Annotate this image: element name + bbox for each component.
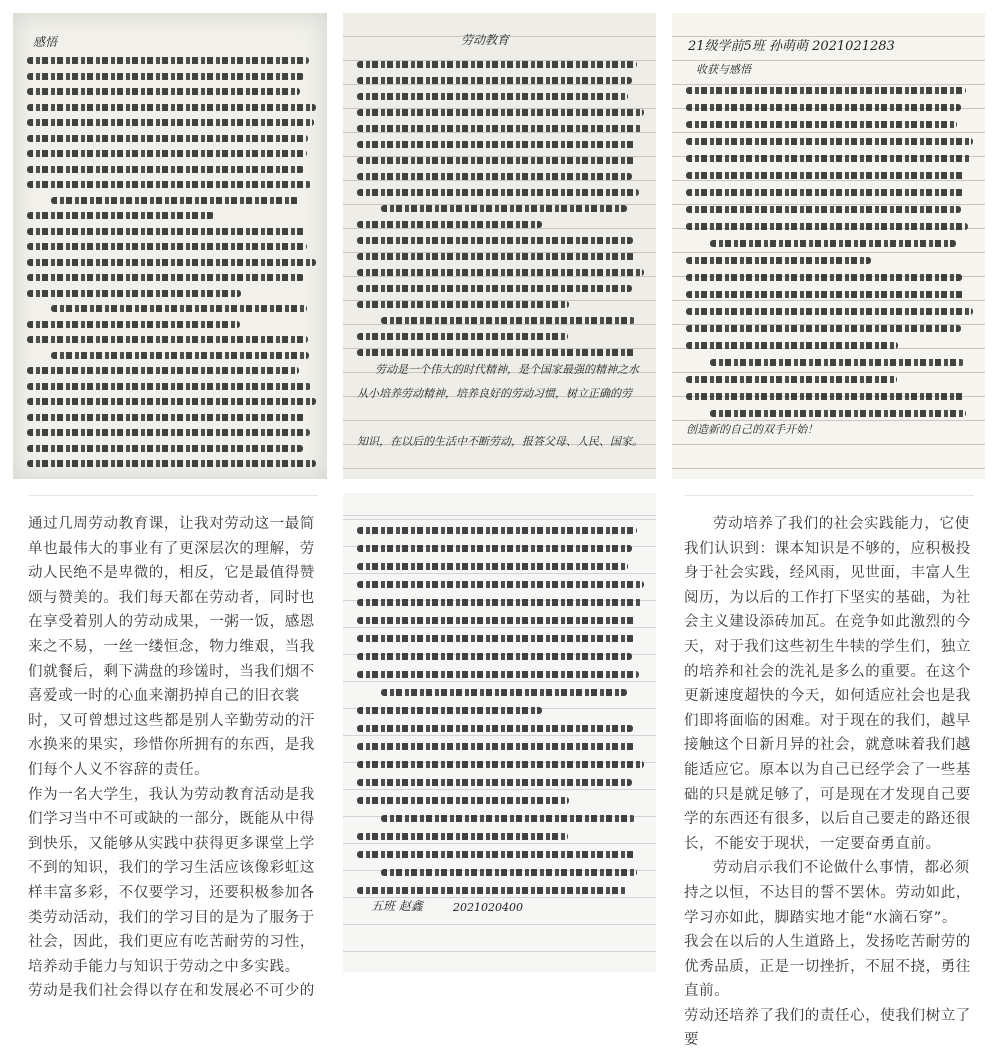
handwriting-stroke (27, 379, 317, 393)
handwriting-stroke (686, 389, 975, 403)
handwriting-stroke (357, 775, 646, 789)
handwriting-stroke (357, 265, 646, 279)
ink-stroke (357, 653, 632, 660)
handwriting-stroke (27, 301, 317, 315)
handwriting-stroke (357, 631, 646, 645)
ink-stroke (357, 671, 639, 678)
ink-stroke (357, 851, 636, 858)
handwriting-stroke (27, 332, 317, 346)
ink-stroke (357, 157, 635, 164)
handwriting-stroke (27, 348, 317, 362)
handwriting-stroke (27, 100, 317, 114)
ink-stroke (27, 181, 311, 188)
ink-stroke (357, 725, 633, 732)
handwriting-stroke (686, 151, 975, 165)
paragraph: 劳动还培养了我们的责任心，使我们树立了要 (684, 1007, 971, 1049)
ink-stroke (27, 274, 304, 281)
ink-stroke (27, 398, 316, 405)
essay-line: 知识，在以后的生活中不断劳动，报答父母、人民、国家。 (357, 435, 643, 448)
handwriting-stroke (27, 286, 317, 300)
handwriting-stroke (357, 57, 646, 71)
handwriting-stroke (27, 239, 317, 253)
ink-stroke (27, 460, 316, 467)
essay-closing: 创造新的自己的双手开始！ (686, 423, 818, 436)
ink-stroke (357, 563, 628, 570)
ink-stroke (381, 317, 635, 324)
ink-stroke (27, 414, 305, 421)
handwriting-stroke (686, 287, 975, 301)
ink-stroke (357, 301, 569, 308)
ink-stroke (381, 815, 635, 822)
handwriting-stroke (357, 667, 646, 681)
paragraph: 通过几周劳动教育课，让我对劳动这一最简单也最伟大的事业有了更深层次的理解，劳动人民绝不是卑微的，相反，它是最值得赞颂与赞美的。我们每天都在劳动者，同时也在享受着别人的劳动成果，一粥一饭，感恩来之不易，一丝一缕恒念，物力维艰，当我们就餐后，剩下满盘的珍馐时，当我们烟不喜爱或一时的心血来潮扔掉自己的旧衣裳时，又可曾想过这些都是别人辛勤劳动的汗水换来的果实，珍惜你所拥有的东西，是我们每个人义不容辞的责任。 (28, 516, 315, 778)
ink-stroke (27, 383, 311, 390)
ink-stroke (27, 166, 304, 173)
handwriting-stroke (357, 345, 646, 359)
ink-stroke (357, 109, 644, 116)
handwriting-stroke (357, 613, 646, 627)
ink-stroke (710, 359, 964, 366)
ink-stroke (357, 61, 637, 68)
handwriting-stroke (357, 739, 646, 753)
paragraph: 作为一名大学生，我认为劳动教育活动是我们学习当中不可或缺的一部分，既能从中得到快乐，又能够从实践中获得更多课堂上学不到的知识，我们的学习生活应该像彩虹这样丰富多彩，不仅要学习，还要积极参加各类劳动活动，我们的学习目的是为了服务于社会，因此，我们更应有吃苦耐劳的习性，培养动手能力与知识于劳动之中多实践。 (28, 786, 315, 975)
ink-stroke (357, 173, 632, 180)
handwriting-stroke (27, 115, 317, 129)
handwriting-stroke (357, 721, 646, 735)
handwriting-stroke (686, 321, 975, 335)
ink-stroke (357, 779, 632, 786)
handwritten-photo-top-right (672, 13, 985, 479)
handwriting-stroke (357, 185, 646, 199)
handwriting-stroke (686, 83, 975, 97)
handwriting-stroke (357, 169, 646, 183)
ink-stroke (357, 189, 639, 196)
ink-stroke (686, 87, 966, 94)
handwritten-photo-top-left (13, 13, 327, 479)
ink-stroke (357, 221, 542, 228)
handwriting-stroke (357, 685, 646, 699)
ink-stroke (686, 223, 968, 230)
handwriting-stroke (357, 847, 646, 861)
handwriting-stroke (686, 168, 975, 182)
ink-stroke (357, 887, 627, 894)
ink-stroke (357, 253, 635, 260)
ink-stroke (357, 545, 632, 552)
ink-stroke (381, 205, 627, 212)
handwriting-stroke (686, 304, 975, 318)
ink-stroke (27, 135, 308, 142)
ink-stroke (27, 119, 314, 126)
ink-stroke (686, 138, 973, 145)
ink-stroke (51, 305, 307, 312)
ink-stroke (686, 206, 961, 213)
handwriting-stroke (357, 105, 646, 119)
essay-opening: 感悟 (33, 35, 58, 49)
ink-stroke (27, 212, 214, 219)
ink-stroke (27, 290, 241, 297)
handwriting-stroke (357, 329, 646, 343)
handwriting-stroke (686, 372, 975, 386)
handwriting-stroke (686, 270, 975, 284)
ink-stroke (710, 240, 956, 247)
ink-stroke (686, 155, 971, 162)
handwriting-stroke (27, 456, 317, 470)
handwriting-stroke (357, 297, 646, 311)
handwriting-stroke (357, 523, 646, 537)
handwriting-stroke (686, 253, 975, 267)
handwriting-stroke (27, 410, 317, 424)
handwriting-stroke (27, 146, 317, 160)
ink-stroke (27, 243, 307, 250)
ink-stroke (357, 797, 569, 804)
ink-stroke (686, 274, 962, 281)
ink-stroke (357, 581, 644, 588)
handwriting-stroke (357, 233, 646, 247)
ink-stroke (357, 833, 568, 840)
ink-stroke (710, 410, 966, 417)
handwriting-stroke (27, 441, 317, 455)
ink-stroke (357, 125, 642, 132)
ink-stroke (357, 617, 636, 624)
handwriting-stroke (686, 202, 975, 216)
ink-stroke (686, 291, 964, 298)
ink-stroke (27, 228, 305, 235)
handwriting-stroke (357, 313, 646, 327)
ink-stroke (686, 104, 961, 111)
handwriting-stroke (357, 541, 646, 555)
paragraph: 劳动培养了我们的社会实践能力，它使我们认识到：课本知识是不够的，应积极投身于社会实践，经风雨，见世面，丰富人生阅历，为以后的工作打下坚实的基础，为社会主义建设添砖加瓦。在竞争如此激烈的今天，对于我们这些初生牛犊的学生们，独立的培养和社会的洗礼是多么的重要。在这个更新速度超快的今天，如何适应社会也是我们即将面临的困难。对于现在的我们，越早接触这个日新月异的社会，就意味着我们越能适应它。原本以为自己已经学会了一些基础的只是就足够了，可是现在才发现自己要学的东西还有很多，以后自己要走的路还很长，不能安于现状，一定要奋勇直前。 (684, 516, 971, 852)
ink-stroke (357, 77, 632, 84)
handwriting-stroke (357, 595, 646, 609)
handwriting-stroke (686, 100, 975, 114)
ink-stroke (357, 141, 636, 148)
ink-stroke (686, 393, 965, 400)
handwriting-stroke (357, 865, 646, 879)
handwriting-stroke (357, 793, 646, 807)
handwriting-stroke (27, 425, 317, 439)
handwriting-stroke (357, 829, 646, 843)
handwriting-stroke (27, 270, 317, 284)
ink-stroke (686, 121, 957, 128)
handwriting-stroke (357, 577, 646, 591)
handwriting-stroke (27, 363, 317, 377)
handwriting-stroke (357, 121, 646, 135)
essay-title: 劳动教育 (461, 33, 510, 47)
handwritten-photo-top-middle (343, 13, 656, 479)
ink-stroke (27, 88, 300, 95)
ink-stroke (27, 429, 310, 436)
handwriting-stroke (357, 757, 646, 771)
handwriting-stroke (686, 355, 975, 369)
ink-stroke (27, 321, 240, 328)
ink-stroke (357, 93, 628, 100)
notebook-header-strip (343, 493, 656, 516)
handwriting-stroke (357, 249, 646, 263)
ink-stroke (357, 349, 636, 356)
ink-stroke (686, 325, 961, 332)
ink-stroke (686, 376, 897, 383)
ink-stroke (357, 599, 642, 606)
handwriting-stroke (27, 317, 317, 331)
handwriting-stroke (357, 217, 646, 231)
ink-stroke (381, 869, 637, 876)
date: 2021020400 (453, 901, 523, 914)
ink-stroke (357, 635, 635, 642)
ink-stroke (27, 259, 316, 266)
handwriting-stroke (357, 73, 646, 87)
paragraph: 劳动启示我们不论做什么事情，都必须持之以恒，不达目的誓不罢休。劳动如此，学习亦如此，脚踏实地才能“水滴石穿”。我会在以后的人生道路上，发扬吃苦耐劳的优秀品质，正是一切挫折，不屈不挠，勇往直前。 (684, 860, 971, 1000)
handwriting-stroke (27, 224, 317, 238)
handwriting-stroke (357, 883, 646, 897)
handwriting-stroke (686, 219, 975, 233)
handwriting-stroke (27, 69, 317, 83)
signature: 五班 赵鑫 (371, 899, 423, 913)
ink-stroke (27, 73, 304, 80)
handwriting-stroke (357, 153, 646, 167)
handwriting-stroke (686, 117, 975, 131)
ink-stroke (357, 743, 635, 750)
handwriting-stroke (686, 236, 975, 250)
divider (684, 495, 974, 496)
handwriting-stroke (27, 131, 317, 145)
handwriting-stroke (27, 177, 317, 191)
typed-essay-right (684, 512, 972, 1049)
handwriting-stroke (357, 137, 646, 151)
handwriting-stroke (686, 338, 975, 352)
ink-stroke (357, 761, 644, 768)
ink-stroke (51, 352, 309, 359)
student-header: 21级学前5班 孙萌萌 2021021283 (688, 39, 895, 54)
handwritten-photo-bottom-middle (343, 493, 656, 972)
divider (28, 495, 318, 496)
ink-stroke (357, 333, 568, 340)
handwriting-stroke (27, 84, 317, 98)
ink-stroke (357, 285, 632, 292)
ink-stroke (27, 336, 308, 343)
handwriting-stroke (357, 649, 646, 663)
handwriting-stroke (357, 559, 646, 573)
handwriting-stroke (27, 193, 317, 207)
ink-stroke (686, 189, 964, 196)
ink-stroke (27, 367, 299, 374)
handwriting-stroke (357, 89, 646, 103)
handwriting-stroke (686, 406, 975, 420)
handwriting-stroke (27, 394, 317, 408)
ink-stroke (686, 308, 973, 315)
handwriting-stroke (27, 53, 317, 67)
handwriting-stroke (357, 281, 646, 295)
ink-stroke (686, 257, 871, 264)
handwriting-stroke (357, 811, 646, 825)
essay-line: 从小培养劳动精神，培养良好的劳动习惯，树立正确的劳 (357, 387, 632, 400)
handwriting-stroke (357, 201, 646, 215)
essay-line: 劳动是一个伟大的时代精神，是个国家最强的精神之水 (375, 363, 639, 376)
ink-stroke (27, 104, 316, 111)
handwriting-stroke (27, 255, 317, 269)
handwriting-stroke (686, 185, 975, 199)
ink-stroke (27, 445, 303, 452)
ink-stroke (686, 342, 898, 349)
handwriting-stroke (27, 208, 317, 222)
ink-stroke (357, 237, 633, 244)
typed-essay-left (28, 512, 316, 1000)
paragraph: 劳动是我们社会得以存在和发展必不可少的 (28, 983, 315, 1000)
ink-stroke (357, 527, 637, 534)
ink-stroke (27, 150, 307, 157)
ink-stroke (686, 172, 965, 179)
handwriting-stroke (27, 162, 317, 176)
handwriting-stroke (357, 703, 646, 717)
ink-stroke (381, 689, 627, 696)
ink-stroke (51, 197, 299, 204)
essay-title: 收获与感悟 (696, 63, 751, 76)
ink-stroke (357, 269, 644, 276)
ink-stroke (27, 57, 309, 64)
ink-stroke (357, 707, 542, 714)
handwriting-stroke (686, 134, 975, 148)
